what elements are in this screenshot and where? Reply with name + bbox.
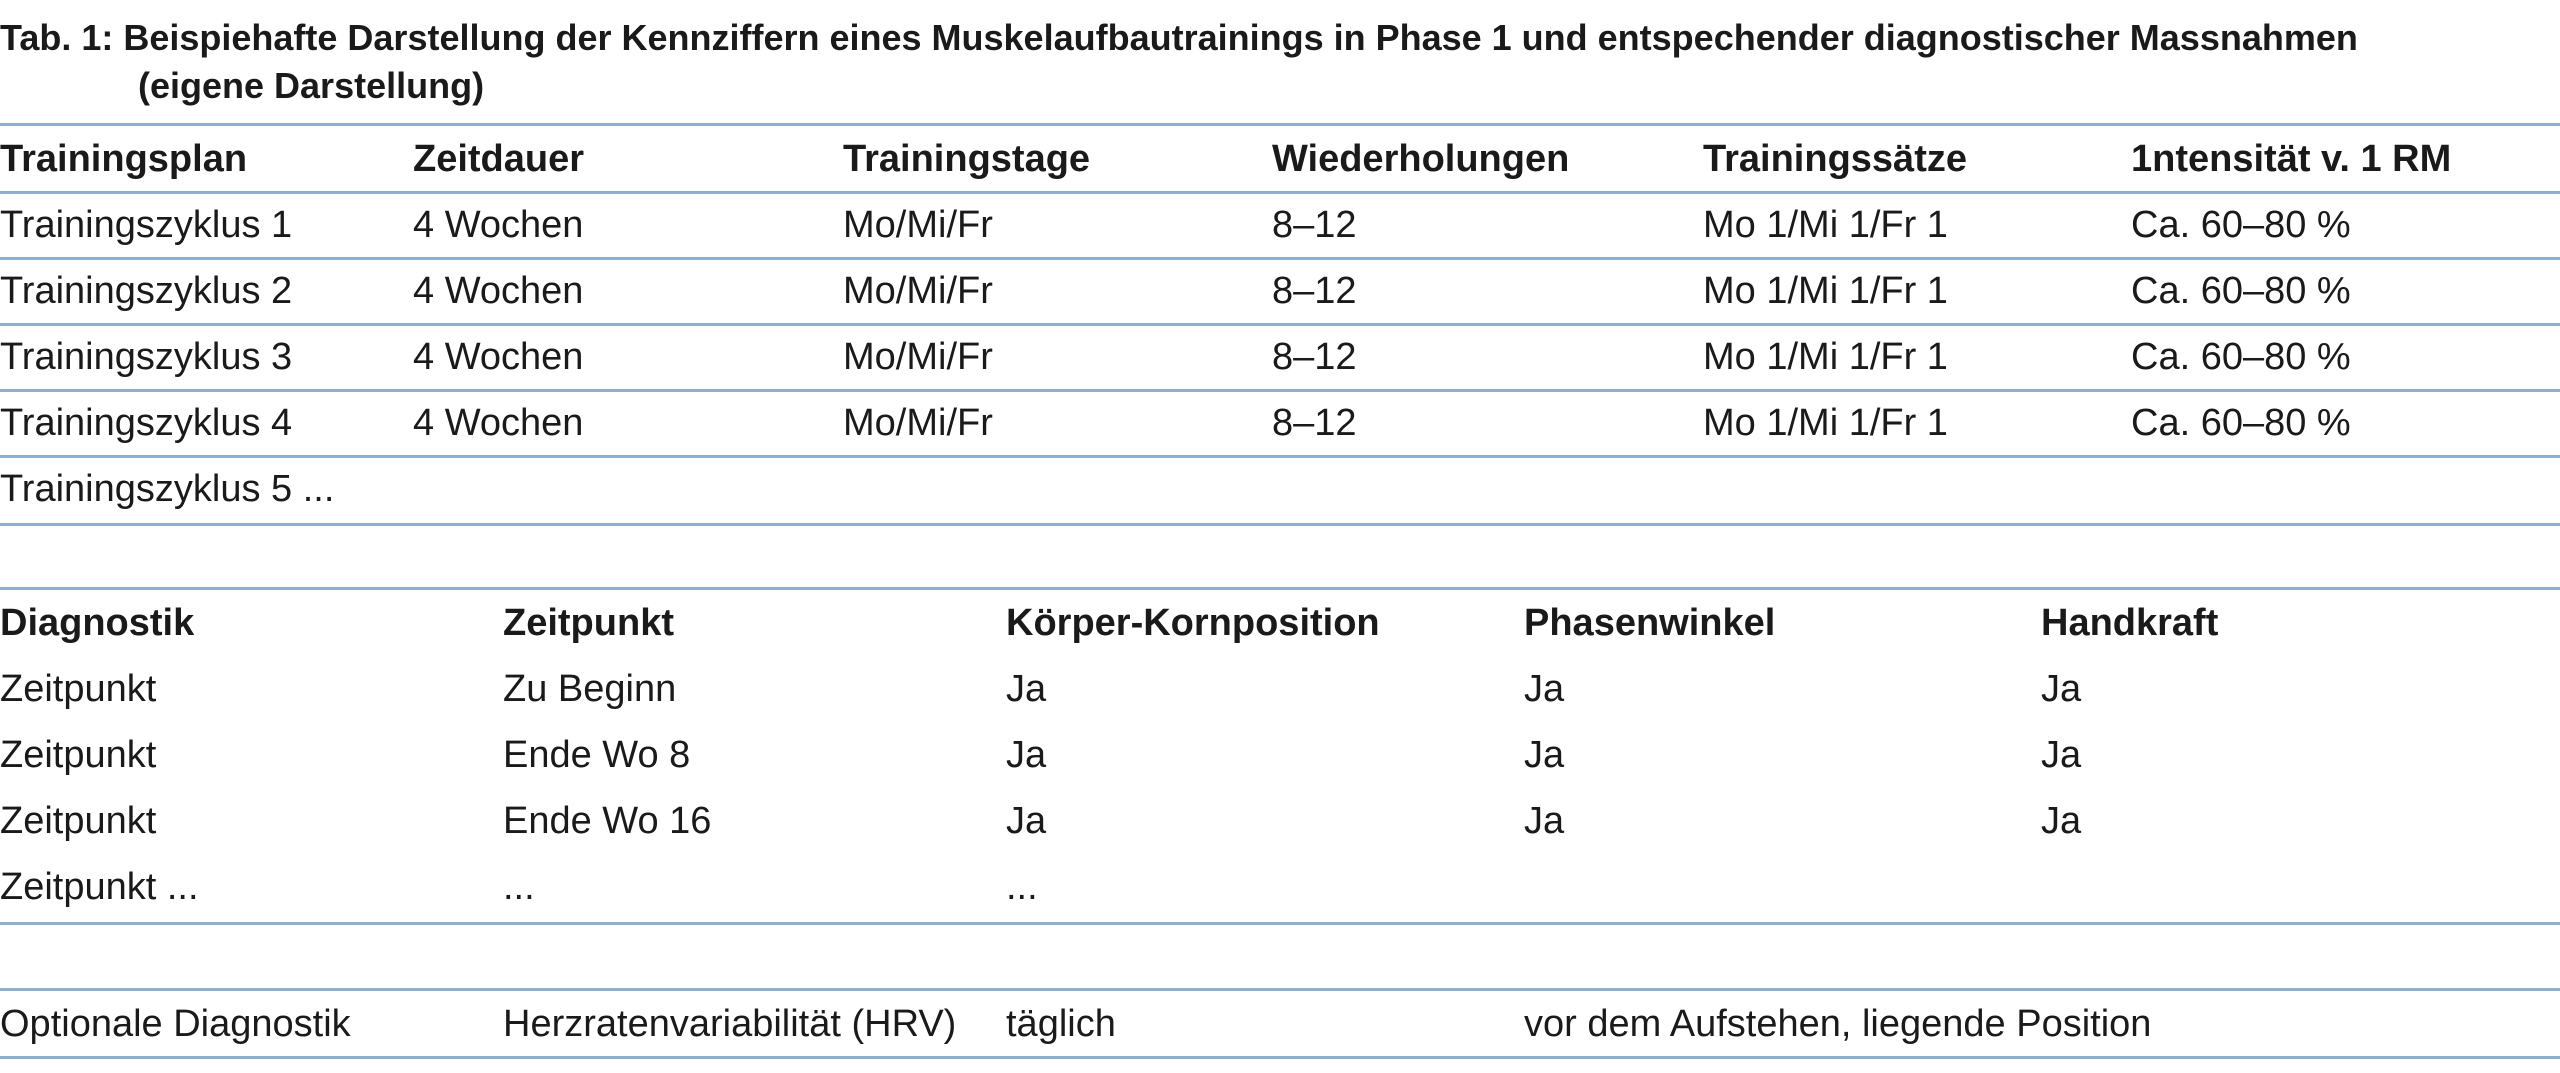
table-cell: Ende Wo 16 bbox=[503, 800, 712, 842]
training-row bbox=[0, 193, 2560, 257]
training-row bbox=[0, 457, 2560, 521]
table-cell: Ca. 60–80 % bbox=[2131, 270, 2351, 312]
table-cell: Ende Wo 8 bbox=[503, 734, 691, 776]
table-cell: 4 Wochen bbox=[413, 204, 584, 246]
header-cell: Trainingstage bbox=[843, 138, 1091, 180]
table-cell: Trainingszyklus 4 bbox=[0, 402, 293, 444]
table-cell: 4 Wochen bbox=[413, 270, 584, 312]
table-cell: Trainingszyklus 5 ... bbox=[0, 468, 335, 510]
caption-line-2: (eigene Darstellung) bbox=[138, 65, 485, 106]
table-cell: Ja bbox=[1006, 800, 1047, 842]
header-cell: Trainingssätze bbox=[1703, 138, 1967, 180]
table-cell: Ja bbox=[2041, 800, 2082, 842]
table-cell: 8–12 bbox=[1272, 204, 1357, 246]
training-row bbox=[0, 325, 2560, 389]
table-cell: Ja bbox=[2041, 734, 2082, 776]
table-cell: 8–12 bbox=[1272, 270, 1357, 312]
header-cell: Handkraft bbox=[2041, 602, 2219, 644]
header-cell: Diagnostik bbox=[0, 602, 195, 644]
table-cell: täglich bbox=[1006, 1003, 1116, 1045]
table-cell: Herzratenvariabilität (HRV) bbox=[503, 1003, 957, 1045]
table-cell: vor dem Aufstehen, liegende Position bbox=[1524, 1003, 2152, 1045]
training-row bbox=[0, 391, 2560, 455]
diagnostics-header-row bbox=[0, 591, 2560, 655]
table-cell: Zeitpunkt bbox=[0, 668, 157, 710]
diagnostics-row bbox=[0, 855, 2560, 919]
table-cell: Mo 1/Mi 1/Fr 1 bbox=[1703, 336, 1948, 378]
table-cell: Trainingszyklus 3 bbox=[0, 336, 293, 378]
table-cell: Mo 1/Mi 1/Fr 1 bbox=[1703, 204, 1948, 246]
header-cell: Phasenwinkel bbox=[1524, 602, 1776, 644]
training-row bbox=[0, 259, 2560, 323]
header-cell: Zeitdauer bbox=[413, 138, 585, 180]
table-rule bbox=[0, 1056, 2560, 1059]
optional-diagnostics-row bbox=[0, 992, 2560, 1056]
table-cell: Mo 1/Mi 1/Fr 1 bbox=[1703, 270, 1948, 312]
table-cell: Ja bbox=[1524, 800, 1565, 842]
table-rule bbox=[0, 523, 2560, 526]
header-cell: Trainingsplan bbox=[0, 138, 248, 180]
header-cell: Zeitpunkt bbox=[503, 602, 674, 644]
table-cell: Trainingszyklus 2 bbox=[0, 270, 293, 312]
table-cell: Optionale Diagnostik bbox=[0, 1003, 351, 1045]
caption-line-1: Tab. 1: Beispiehafte Darstellung der Kennziffern eines Muskelaufbautrainings in Phase 1 und entspechender diagnostischer Massnahmen bbox=[0, 17, 2358, 58]
table-cell: Ja bbox=[1524, 668, 1565, 710]
table-cell: Ca. 60–80 % bbox=[2131, 402, 2351, 444]
table-cell: 4 Wochen bbox=[413, 336, 584, 378]
table-cell: Ja bbox=[1006, 734, 1047, 776]
table-cell: 8–12 bbox=[1272, 402, 1357, 444]
table-cell: Ja bbox=[1524, 734, 1565, 776]
table-cell: ... bbox=[1006, 866, 1038, 908]
table-caption bbox=[0, 14, 2540, 110]
table-rule bbox=[0, 988, 2560, 991]
header-cell: Wiederholungen bbox=[1272, 138, 1570, 180]
diagnostics-row bbox=[0, 789, 2560, 853]
table-cell: Ca. 60–80 % bbox=[2131, 204, 2351, 246]
training-header-row bbox=[0, 127, 2560, 191]
table-cell: Mo/Mi/Fr bbox=[843, 402, 993, 444]
table-rule bbox=[0, 922, 2560, 925]
header-cell: 1ntensität v. 1 RM bbox=[2131, 138, 2452, 180]
table-cell: Zeitpunkt bbox=[0, 800, 157, 842]
table-cell: Mo/Mi/Fr bbox=[843, 270, 993, 312]
diagnostics-row bbox=[0, 723, 2560, 787]
header-cell: Körper-Kornposition bbox=[1006, 602, 1380, 644]
table-cell: Mo/Mi/Fr bbox=[843, 336, 993, 378]
table-cell: 8–12 bbox=[1272, 336, 1357, 378]
table-cell: Mo/Mi/Fr bbox=[843, 204, 993, 246]
table-rule bbox=[0, 587, 2560, 590]
table-cell: Zeitpunkt bbox=[0, 734, 157, 776]
diagnostics-row bbox=[0, 657, 2560, 721]
table-cell: Zu Beginn bbox=[503, 668, 677, 710]
table-cell: Trainingszyklus 1 bbox=[0, 204, 293, 246]
table-cell: 4 Wochen bbox=[413, 402, 584, 444]
table-rule bbox=[0, 123, 2560, 126]
table-cell: Ja bbox=[2041, 668, 2082, 710]
table-cell: Ja bbox=[1006, 668, 1047, 710]
table-cell: Mo 1/Mi 1/Fr 1 bbox=[1703, 402, 1948, 444]
table-cell: Ca. 60–80 % bbox=[2131, 336, 2351, 378]
table-cell: ... bbox=[503, 866, 535, 908]
table-cell: Zeitpunkt ... bbox=[0, 866, 199, 908]
